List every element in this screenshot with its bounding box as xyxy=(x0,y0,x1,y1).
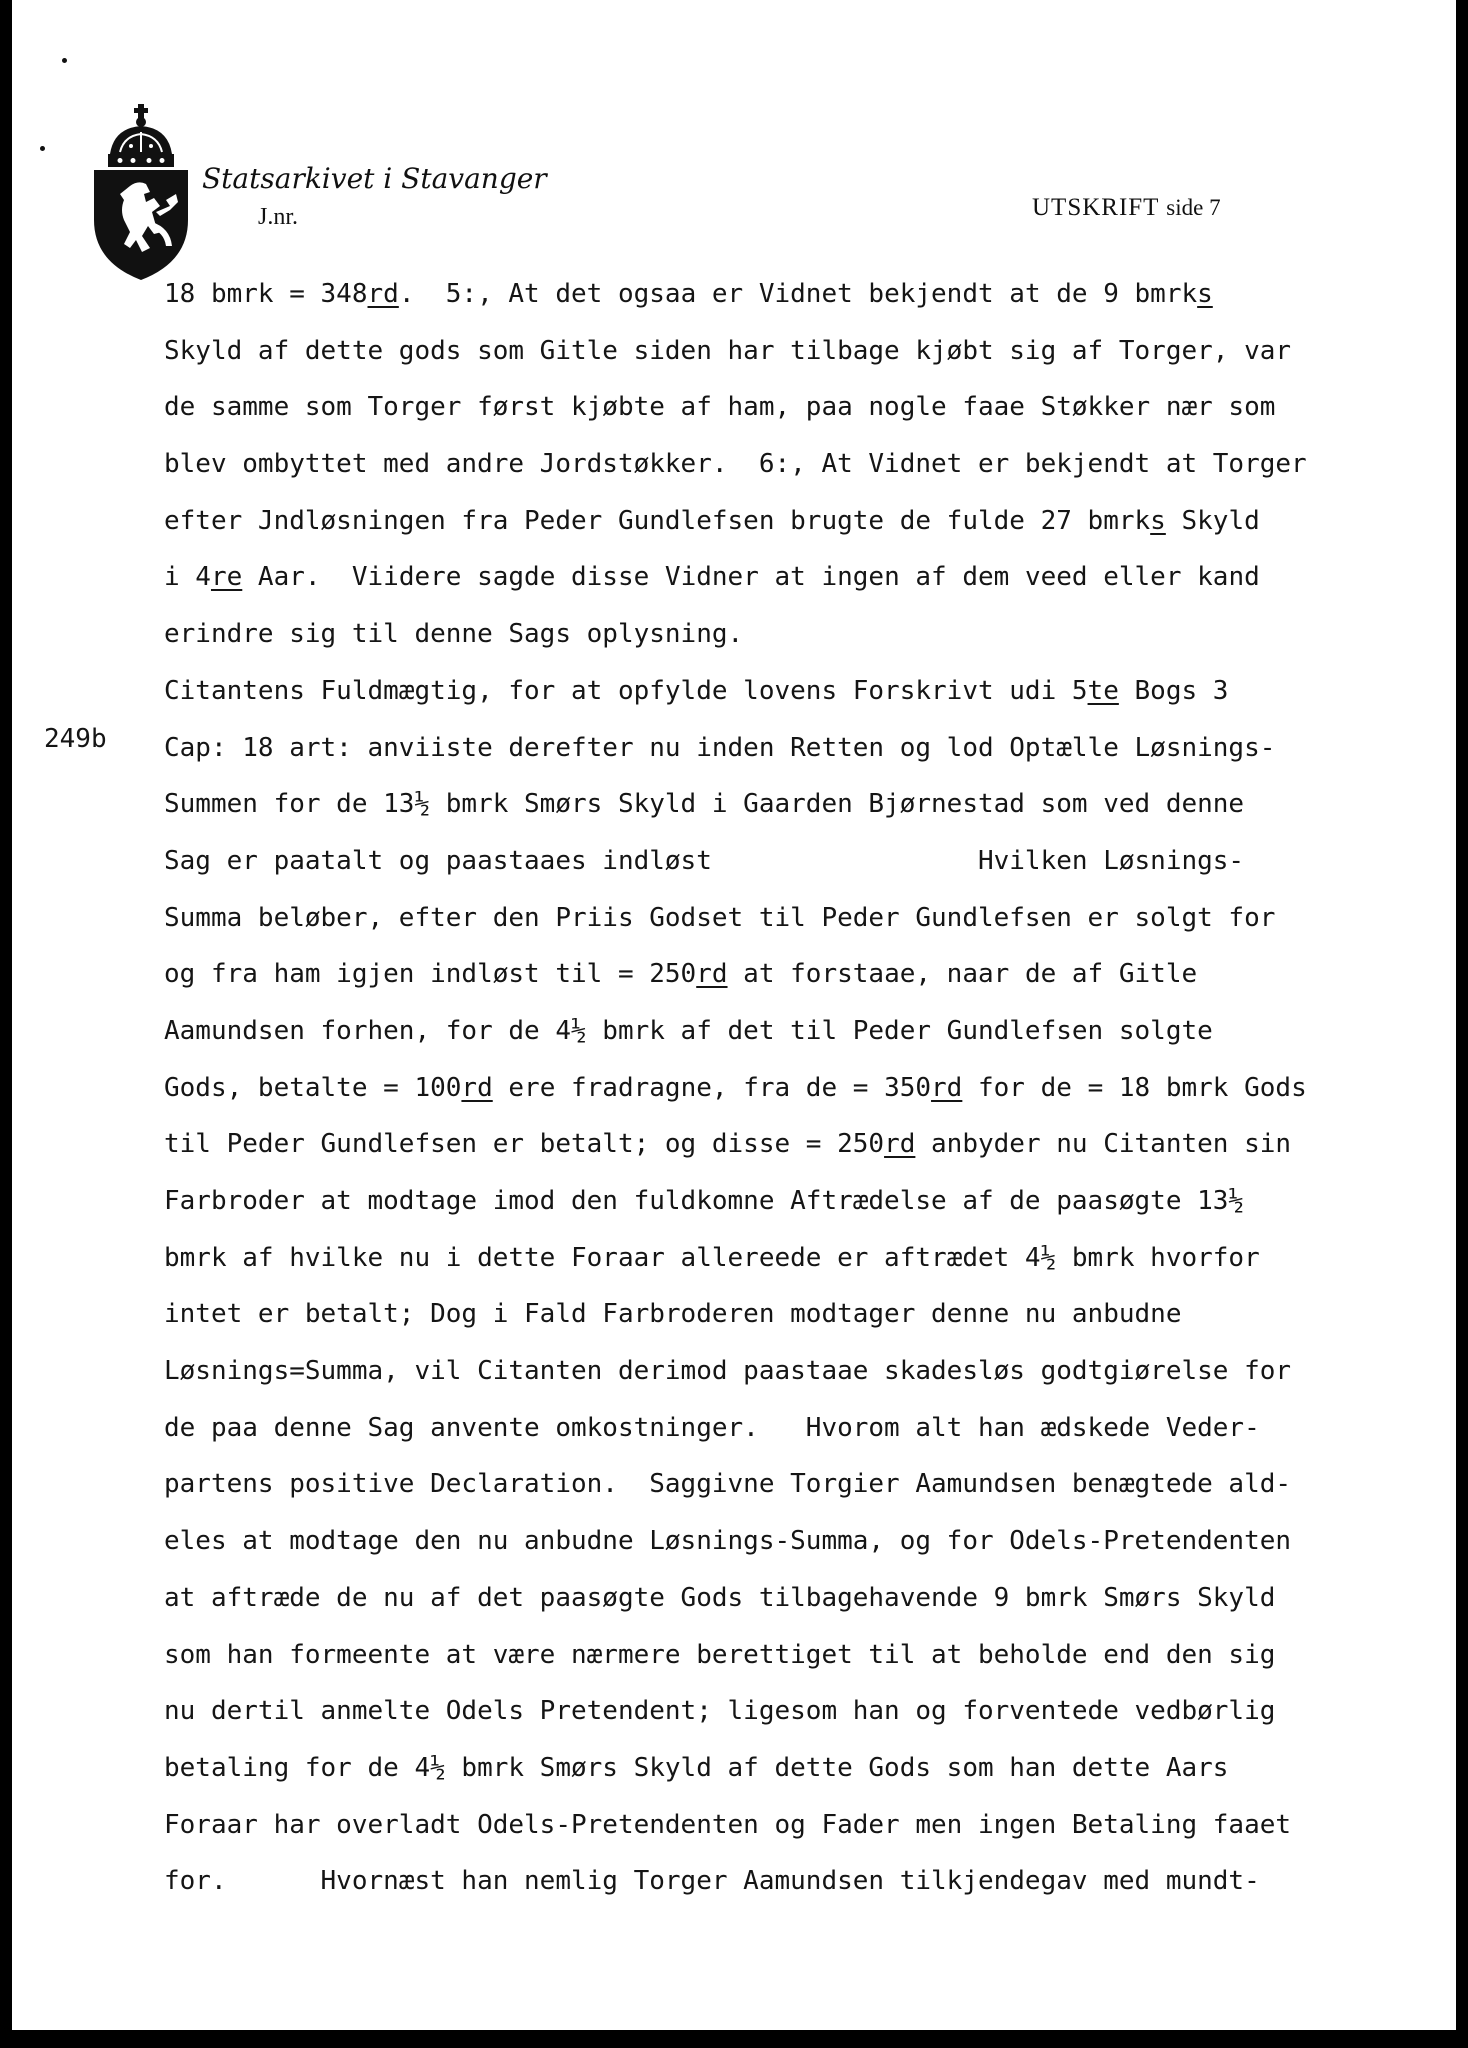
text-segment: betaling for de 4½ bmrk Smørs Skyld af dette Gods som han dette Aars xyxy=(164,1752,1229,1783)
text-line xyxy=(164,1570,1444,1627)
underlined-abbreviation: s xyxy=(1150,505,1166,536)
page-label-word: UTSKRIFT xyxy=(1032,194,1160,221)
text-line xyxy=(164,1003,1444,1060)
underlined-abbreviation: rd xyxy=(931,1072,963,1103)
margin-dot xyxy=(62,58,67,63)
text-segment: for de = 18 bmrk Gods xyxy=(962,1072,1307,1103)
coat-of-arms-icon xyxy=(90,102,192,282)
text-segment: de samme som Torger først kjøbte af ham, paa nogle faae Støkker nær som xyxy=(164,392,1276,423)
text-segment: Summen for de 13½ bmrk Smørs Skyld i Gaarden Bjørnestad som ved denne xyxy=(164,789,1245,820)
document-page xyxy=(12,0,1456,2030)
text-segment: at forstaae, naar de af Gitle xyxy=(727,959,1198,990)
text-segment: til Peder Gundlefsen er betalt; og disse = 250 xyxy=(164,1129,885,1160)
text-line xyxy=(164,946,1444,1003)
margin-folio-note: 249b xyxy=(44,724,107,754)
text-line xyxy=(164,266,1444,323)
page-side: side 7 xyxy=(1166,195,1221,220)
text-segment: 18 bmrk = 348 xyxy=(164,279,368,309)
text-segment: i 4 xyxy=(164,562,211,593)
text-segment: og fra ham igjen indløst til = 250 xyxy=(164,959,697,990)
text-line xyxy=(164,890,1444,947)
text-line xyxy=(164,720,1444,777)
text-segment: for. Hvornæst han nemlig Torger Aamundsen tilkjendegav med mundt- xyxy=(164,1866,1260,1897)
text-segment: ere fradragne, fra de = 350 xyxy=(492,1072,932,1103)
text-segment: nu dertil anmelte Odels Pretendent; ligesom han og forventede vedbørlig xyxy=(164,1696,1276,1727)
text-line xyxy=(164,379,1444,436)
text-line xyxy=(164,549,1444,606)
text-line xyxy=(164,1286,1444,1343)
underlined-abbreviation: rd xyxy=(884,1129,916,1160)
text-line xyxy=(164,776,1444,833)
text-segment: anbyder nu Citanten sin xyxy=(915,1129,1292,1160)
text-segment: erindre sig til denne Sags oplysning. xyxy=(164,619,744,650)
text-segment: partens positive Declaration. Saggivne Torgier Aamundsen benægtede ald- xyxy=(164,1469,1292,1500)
text-segment: Summa beløber, efter den Priis Godset til Peder Gundlefsen er solgt for xyxy=(164,902,1276,933)
text-line xyxy=(164,1343,1444,1400)
text-line xyxy=(164,606,1444,663)
underlined-abbreviation: re xyxy=(210,562,243,593)
text-segment: Skyld xyxy=(1165,505,1260,536)
text-segment: . 5:, At det ogsaa er Vidnet bekjendt at de 9 bmrk xyxy=(398,279,1198,309)
text-segment: Sag er paatalt og paastaaes indløst Hvilken Løsnings- xyxy=(164,845,1245,876)
text-line xyxy=(164,1627,1444,1684)
text-line xyxy=(164,1853,1444,1910)
text-line xyxy=(164,1400,1444,1457)
text-segment: Gods, betalte = 100 xyxy=(164,1072,462,1103)
journal-number-label: J.nr. xyxy=(258,204,299,230)
underlined-abbreviation: rd xyxy=(367,279,399,309)
archive-name: Statsarkivet i Stavanger xyxy=(202,162,547,195)
text-line xyxy=(164,1116,1444,1173)
text-segment: Løsnings=Summa, vil Citanten derimod paastaae skadesløs godtgiørelse for xyxy=(164,1356,1292,1387)
text-segment: efter Jndløsningen fra Peder Gundlefsen brugte de fulde 27 bmrk xyxy=(164,505,1151,536)
text-segment: Cap: 18 art: anviiste derefter nu inden Retten og lod Optælle Løsnings- xyxy=(164,732,1276,763)
underlined-abbreviation: s xyxy=(1197,279,1213,309)
text-line xyxy=(164,663,1444,720)
text-segment: Citantens Fuldmægtig, for at opfylde lovens Forskrivt udi 5 xyxy=(164,675,1088,706)
text-line xyxy=(164,1513,1444,1570)
underlined-abbreviation: rd xyxy=(696,959,728,990)
text-line xyxy=(164,436,1444,493)
text-segment: eles at modtage den nu anbudne Løsnings-Summa, og for Odels-Pretendenten xyxy=(164,1526,1292,1557)
text-segment: de paa denne Sag anvente omkostninger. Hvorom alt han ædskede Veder- xyxy=(164,1412,1260,1443)
text-segment: Aamundsen forhen, for de 4½ bmrk af det til Peder Gundlefsen solgte xyxy=(164,1015,1213,1046)
underlined-abbreviation: rd xyxy=(461,1072,493,1103)
text-segment: som han formeente at være nærmere berettiget til at beholde end den sig xyxy=(164,1639,1276,1670)
text-segment: Skyld af dette gods som Gitle siden har tilbage kjøbt sig af Torger, var xyxy=(164,335,1292,366)
page-label xyxy=(1032,194,1221,222)
text-segment: Bogs 3 xyxy=(1118,675,1229,706)
text-segment: blev ombyttet med andre Jordstøkker. 6:, At Vidnet er bekjendt at Torger xyxy=(164,449,1307,480)
transcript-body xyxy=(164,266,1444,1910)
text-segment: bmrk af hvilke nu i dette Foraar allereede er aftrædet 4½ bmrk hvorfor xyxy=(164,1242,1260,1273)
text-line xyxy=(164,323,1444,380)
text-line xyxy=(164,1797,1444,1854)
text-segment: Aar. Viidere sagde disse Vidner at ingen af dem veed eller kand xyxy=(242,562,1260,593)
text-line xyxy=(164,1456,1444,1513)
text-line xyxy=(164,1740,1444,1797)
text-segment: intet er betalt; Dog i Fald Farbroderen modtager denne nu anbudne xyxy=(164,1299,1182,1330)
text-line xyxy=(164,833,1444,890)
text-line xyxy=(164,1173,1444,1230)
text-segment: Foraar har overladt Odels-Pretendenten og Fader men ingen Betaling faaet xyxy=(164,1809,1292,1840)
text-segment: Farbroder at modtage imod den fuldkomne Aftrædelse af de paasøgte 13½ xyxy=(164,1186,1245,1216)
text-line xyxy=(164,1230,1444,1287)
text-line xyxy=(164,1683,1444,1740)
text-line xyxy=(164,493,1444,550)
underlined-abbreviation: te xyxy=(1087,675,1119,706)
text-line xyxy=(164,1060,1444,1117)
text-segment: at aftræde de nu af det paasøgte Gods tilbagehavende 9 bmrk Smørs Skyld xyxy=(164,1582,1276,1613)
margin-dot xyxy=(40,146,45,151)
